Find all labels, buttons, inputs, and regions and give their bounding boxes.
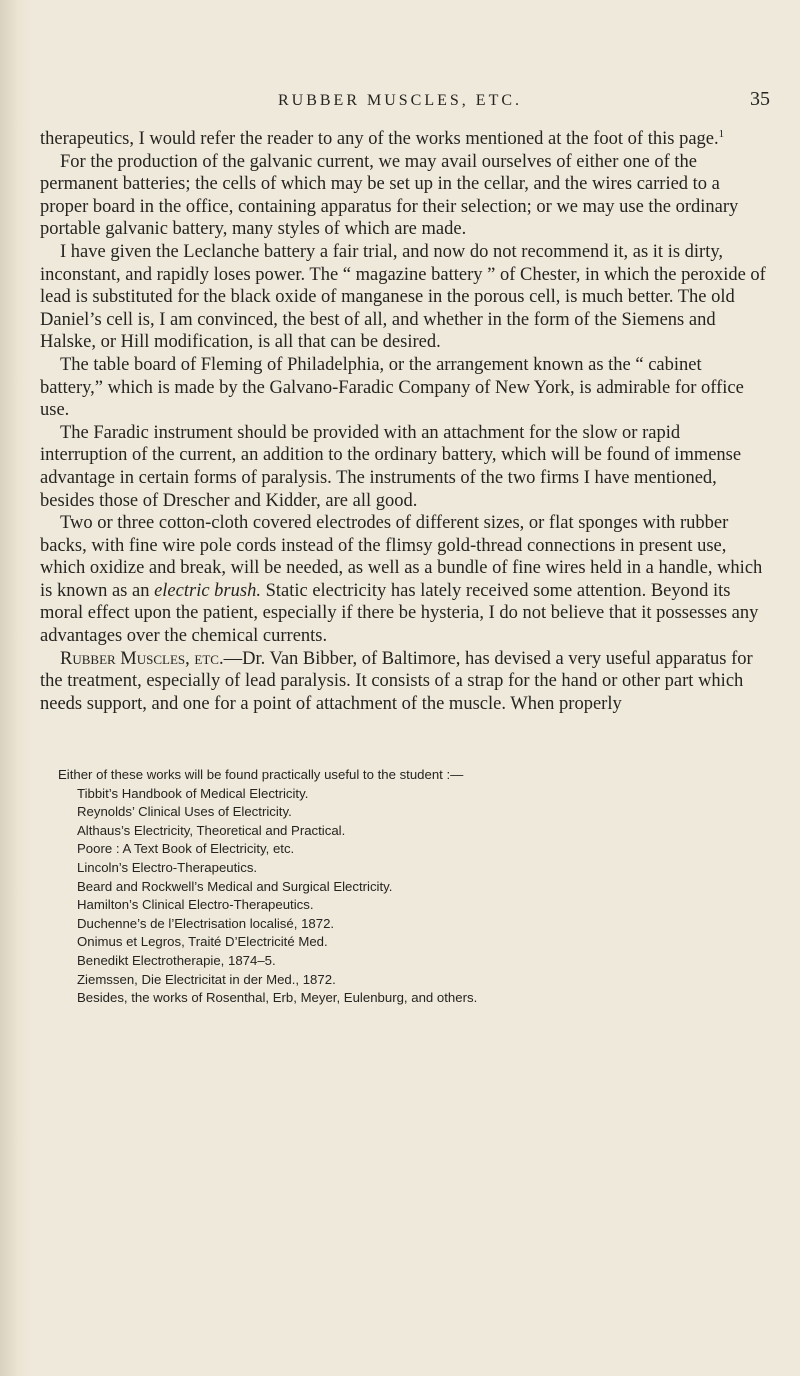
paragraph-text: therapeutics, I would refer the reader to any of the works mentioned at the foot of this page. [40,129,719,149]
footnote-intro: Either of these works will be found practically useful to the student :— [58,767,464,782]
page-gutter-shadow [0,0,30,1376]
footnote-item: Reynolds’ Clinical Uses of Electricity. [77,804,292,820]
footnote-list [50,785,766,1008]
paragraph-continuation [40,128,766,151]
footnote-item: Onimus et Legros, Traité D’Electricité Med. [77,934,328,950]
body-text [40,128,766,715]
footnote-item: Lincoln’s Electro-Therapeutics. [77,859,258,875]
paragraph-text: Two or three cotton-cloth covered electrodes of different sizes, or flat sponges with rubber backs, with fine wire pole cords instead of the flimsy gold-thread connections in present use, which oxidize and break, will be needed, as well as a bundle of fine wires held in a handle, which is known as an [40,513,763,601]
footnotes [50,766,766,1008]
footnote-item: Benedikt Electrotherapie, 1874–5. [77,952,276,968]
paragraph-electrodes [40,512,766,648]
paragraph-text: Static electricity has lately received some attention. Beyond its moral effect upon the patient, especially if there be hysteria, I do not believe that it possesses any advantages over the chemical currents. [40,580,759,647]
page-number: 35 [750,88,770,110]
footnote-item: Hamilton’s Clinical Electro-Therapeutics. [77,897,314,913]
footnote-item: Ziemssen, Die Electricitat in der Med., 1872. [77,971,336,987]
running-head [30,88,770,114]
footnote-item: Beard and Rockwell’s Medical and Surgical Electricity. [77,878,393,894]
paragraph-faradic-instrument: The Faradic instrument should be provided with an attachment for the slow or rapid interruption of the current, an addition to the ordinary battery, which will be found of immense advantage in certain forms of paralysis. The instruments of the two firms I have mentioned, besides those of Drescher and Kidder, are all good. [40,422,742,511]
paragraph-text: —Dr. Van Bibber, of Baltimore, has devised a very useful apparatus for the treatment, especially of lead paralysis. It consists of a strap for the hand or other part which needs support, and one for a point of attachment of the muscle. When properly [40,648,753,714]
footnote-item: Althaus’s Electricity, Theoretical and Practical. [77,822,346,838]
paragraph-rubber-muscles [40,648,766,716]
section-run-in-heading: Rubber Muscles, etc. [60,648,224,669]
paragraph-table-board: The table board of Fleming of Philadelphia, or the arrangement known as the “ cabinet battery,” which is made by the Galvano-Faradic Company of New York, is admirable for office use. [40,354,744,421]
footnote-item: Besides, the works of Rosenthal, Erb, Meyer, Eulenburg, and others. [77,990,478,1006]
footnote-marker: 1 [718,127,725,140]
footnote-item: Duchenne’s de l’Electrisation localisé, 1872. [77,915,335,931]
footnote-item: Poore : A Text Book of Electricity, etc. [77,841,295,857]
paragraph-galvanic-current: For the production of the galvanic current, we may avail ourselves of either one of the permanent batteries; the cells of which may be set up in the cellar, and the wires carried to a proper board in the office, containing apparatus for their selection; or we may use the ordinary portable galvanic battery, many styles of which are made. [40,151,739,240]
running-title: RUBBER MUSCLES, ETC. [277,92,523,109]
paragraph-leclanche-battery: I have given the Leclanche battery a fair trial, and now do not recommend it, as it is dirty, inconstant, and rapidly loses power. The “ magazine battery ” of Chester, in which the peroxide of lead is substituted for the black oxide of manganese in the porous cell, is much better. The old Daniel’s cell is, I am convinced, the best of all, and whether in the form of the Siemens and Halske, or Hill modification, is all that can be desired. [40,241,766,353]
emphasis-electric-brush: electric brush. [154,580,261,601]
footnote-item: Tibbit’s Handbook of Medical Electricity. [77,785,309,801]
